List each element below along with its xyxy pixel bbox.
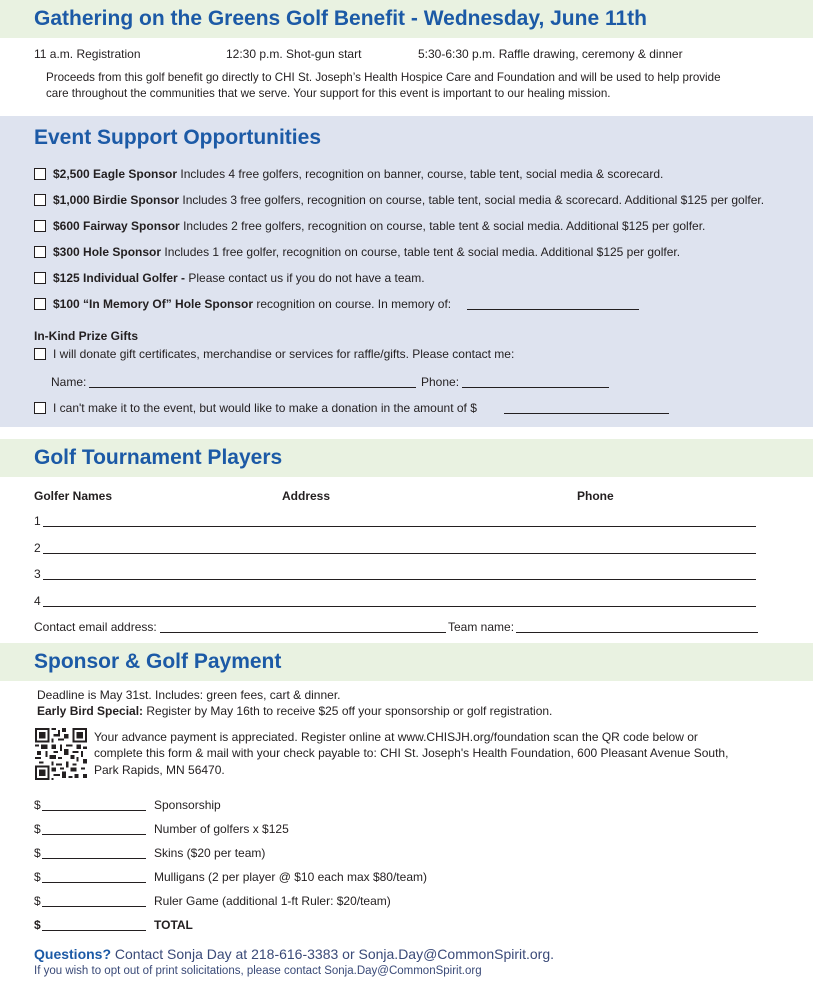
memory-sponsor-checkbox[interactable] (34, 298, 46, 310)
memory-name-field[interactable] (467, 309, 639, 310)
team-name-label: Team name: (448, 620, 515, 634)
players-title: Golf Tournament Players (34, 446, 283, 469)
payment-title: Sponsor & Golf Payment (34, 650, 282, 673)
birdie-sponsor-checkbox[interactable] (34, 194, 46, 206)
mulligans-label: Mulligans (2 per player @ $10 each max $80/team) (154, 870, 427, 884)
inkind-checkbox[interactable] (34, 348, 46, 360)
currency-sign: $ (34, 822, 41, 836)
register-text-line2: complete this form & mail with your check payable to: CHI St. Joseph's Health Foundation, 600 Pleasant Avenue South, (94, 746, 729, 760)
qr-code-icon[interactable] (34, 728, 88, 780)
currency-sign: $ (34, 918, 41, 932)
fairway-sponsor-checkbox[interactable] (34, 220, 46, 232)
ruler-amount-field[interactable] (42, 906, 146, 907)
option-desc: Includes 2 free golfers, recognition on course, table tent & social media. Additional $125 per golfer. (179, 219, 706, 233)
option-name: $600 Fairway Sponsor (53, 219, 180, 233)
opt-out-text: If you wish to opt out of print solicitations, please contact Sonja.Day@CommonSpirit.org (34, 965, 482, 977)
individual-golfer-option (53, 271, 425, 285)
name-label: Name: (51, 375, 87, 389)
fairway-sponsor-option (53, 219, 705, 233)
player-row-field[interactable] (43, 579, 756, 580)
memory-sponsor-option (53, 297, 451, 311)
option-name: $100 “In Memory Of” Hole Sponsor (53, 297, 254, 311)
questions-label: Questions? (34, 946, 112, 962)
sponsorship-label: Sponsorship (154, 798, 221, 812)
team-name-field[interactable] (516, 632, 758, 633)
contact-email-label: Contact email address: (34, 620, 157, 634)
option-desc: Includes 4 free golfers, recognition on banner, course, table tent, social media & scorecard. (177, 167, 664, 181)
mulligans-amount-field[interactable] (42, 882, 146, 883)
intro-text-line2: care throughout the communities that we serve. Your support for this event is important to our healing mission. (46, 87, 611, 100)
player-row-field[interactable] (43, 606, 756, 607)
phone-header: Phone (577, 489, 614, 503)
player-row-number: 1 (34, 514, 41, 528)
golfer-names-header: Golfer Names (34, 489, 113, 503)
player-row-number: 3 (34, 567, 41, 581)
skins-amount-field[interactable] (42, 858, 146, 859)
player-row-number: 2 (34, 541, 41, 555)
currency-sign: $ (34, 894, 41, 908)
option-name: $1,000 Birdie Sponsor (53, 193, 180, 207)
birdie-sponsor-option (53, 193, 764, 207)
name-field[interactable] (89, 387, 416, 388)
golfers-amount-field[interactable] (42, 834, 146, 835)
contact-info: Contact Sonja Day at 218-616-3383 or Sonja.Day@CommonSpirit.org. (111, 946, 555, 962)
page-title: Gathering on the Greens Golf Benefit - Wednesday, June 11th (34, 7, 647, 30)
player-row-number: 4 (34, 594, 41, 608)
phone-field[interactable] (462, 387, 609, 388)
option-desc: Please contact us if you do not have a team. (185, 271, 425, 285)
ruler-label: Ruler Game (additional 1-ft Ruler: $20/team) (154, 894, 391, 908)
option-desc: Includes 1 free golfer, recognition on course, table tent & social media. Additional $125 per golfer. (161, 245, 681, 259)
eagle-sponsor-option (53, 167, 663, 181)
contact-email-field[interactable] (160, 632, 446, 633)
inkind-heading: In-Kind Prize Gifts (34, 329, 139, 343)
intro-text-line1: Proceeds from this golf benefit go directly to CHI St. Joseph’s Health Hospice Care and Foundation and will be used to help provide (46, 71, 721, 84)
currency-sign: $ (34, 798, 41, 812)
option-name: $300 Hole Sponsor (53, 245, 162, 259)
option-name: $2,500 Eagle Sponsor (53, 167, 178, 181)
hole-sponsor-checkbox[interactable] (34, 246, 46, 258)
phone-label: Phone: (421, 375, 460, 389)
register-text-line3: Park Rapids, MN 56470. (94, 763, 225, 777)
option-name: $125 Individual Golfer - (53, 271, 186, 285)
eagle-sponsor-checkbox[interactable] (34, 168, 46, 180)
donation-amount-field[interactable] (504, 413, 669, 414)
hole-sponsor-option (53, 245, 680, 259)
early-bird-text (37, 704, 552, 718)
questions-line (34, 946, 554, 962)
total-amount-field[interactable] (42, 930, 146, 931)
support-title: Event Support Opportunities (34, 126, 321, 149)
schedule-dinner: 5:30-6:30 p.m. Raffle drawing, ceremony & dinner (418, 47, 683, 61)
sponsorship-amount-field[interactable] (42, 810, 146, 811)
player-row-field[interactable] (43, 526, 756, 527)
early-bird-desc: Register by May 16th to receive $25 off your sponsorship or golf registration. (143, 704, 553, 718)
donation-checkbox[interactable] (34, 402, 46, 414)
register-text-line1: Your advance payment is appreciated. Register online at www.CHISJH.org/foundation scan the QR code below or (94, 730, 698, 744)
option-desc: Includes 3 free golfers, recognition on course, table tent, social media & scorecard. Additional $125 per golfer. (179, 193, 765, 207)
schedule-registration: 11 a.m. Registration (34, 47, 141, 61)
address-header: Address (282, 489, 331, 503)
option-desc: recognition on course. In memory of: (253, 297, 452, 311)
player-row-field[interactable] (43, 553, 756, 554)
golfers-label: Number of golfers x $125 (154, 822, 289, 836)
total-label: TOTAL (154, 918, 193, 932)
currency-sign: $ (34, 870, 41, 884)
schedule-shotgun: 12:30 p.m. Shot-gun start (226, 47, 362, 61)
individual-golfer-checkbox[interactable] (34, 272, 46, 284)
currency-sign: $ (34, 846, 41, 860)
skins-label: Skins ($20 per team) (154, 846, 266, 860)
donation-text: I can't make it to the event, but would like to make a donation in the amount of $ (53, 401, 477, 415)
inkind-text: I will donate gift certificates, merchandise or services for raffle/gifts. Please contact me: (53, 347, 515, 361)
early-bird-label: Early Bird Special: (37, 704, 144, 718)
deadline-text: Deadline is May 31st. Includes: green fees, cart & dinner. (37, 688, 341, 702)
